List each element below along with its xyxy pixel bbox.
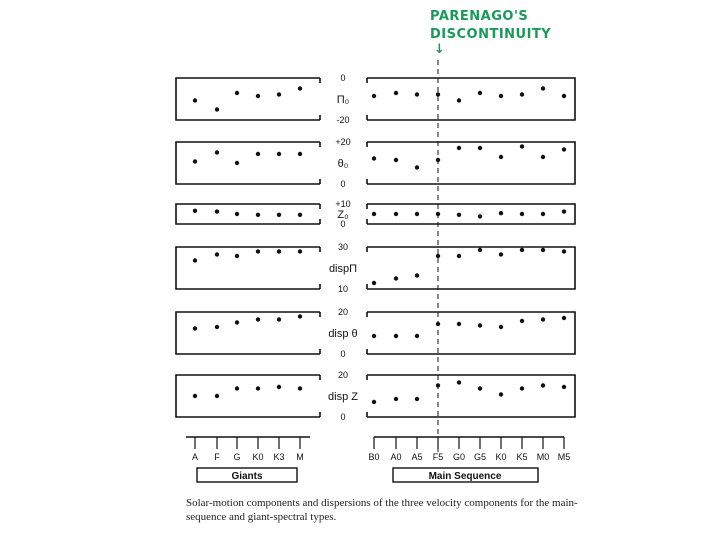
main-sequence-frame — [367, 78, 575, 120]
panel-label: disp θ — [328, 328, 358, 340]
main-sequence-point — [499, 325, 503, 329]
main-sequence-tick-label: K5 — [516, 452, 528, 462]
main-sequence-point — [520, 92, 524, 96]
giants-point — [256, 152, 260, 156]
main-sequence-point — [372, 281, 376, 285]
giants-point — [277, 317, 281, 321]
giants-point — [215, 150, 219, 154]
main-sequence-point — [415, 397, 419, 401]
giants-point — [215, 394, 219, 398]
y-tick-label: +10 — [335, 199, 351, 209]
main-sequence-point — [394, 334, 398, 338]
giants-point — [235, 320, 239, 324]
y-tick-label: 0 — [340, 179, 346, 189]
main-sequence-point — [457, 146, 461, 150]
main-sequence-point — [562, 94, 566, 98]
main-sequence-tick-label: F5 — [432, 452, 444, 462]
main-sequence-point — [541, 155, 545, 159]
main-sequence-point — [394, 212, 398, 216]
main-sequence-point — [415, 273, 419, 277]
panel-label: Z₀ — [337, 209, 349, 221]
giants-point — [235, 161, 239, 165]
main-sequence-point — [436, 254, 440, 258]
giants-point — [277, 385, 281, 389]
main-sequence-point — [541, 86, 545, 90]
giants-point — [193, 258, 197, 262]
giants-point — [277, 152, 281, 156]
giants-point — [256, 94, 260, 98]
main-sequence-frame — [367, 247, 575, 289]
annotation-line-2: DISCONTINUITY — [430, 27, 552, 42]
giants-point — [298, 152, 302, 156]
giants-point — [235, 91, 239, 95]
main-sequence-point — [457, 322, 461, 326]
giants-point — [193, 159, 197, 163]
main-sequence-point — [415, 212, 419, 216]
main-sequence-point — [415, 92, 419, 96]
giants-point — [298, 314, 302, 318]
main-sequence-point — [394, 276, 398, 280]
main-sequence-point — [394, 158, 398, 162]
y-tick-label: 0 — [340, 73, 346, 83]
giants-tick-label: G — [233, 452, 241, 462]
giants-tick-label: M — [296, 452, 304, 462]
giants-tick-label: F — [214, 452, 220, 462]
main-sequence-point — [541, 317, 545, 321]
main-sequence-point — [478, 248, 482, 252]
giants-point — [215, 325, 219, 329]
giants-group-label: Giants — [231, 471, 263, 482]
giants-frame — [176, 247, 320, 289]
main-sequence-tick-label: G0 — [452, 452, 466, 462]
discontinuity-annotation — [430, 8, 551, 56]
panel-label: θ₀ — [337, 158, 349, 170]
giants-point — [256, 249, 260, 253]
giants-point — [235, 386, 239, 390]
giants-point — [298, 249, 302, 253]
y-tick-label: 20 — [337, 307, 349, 317]
giants-point — [235, 254, 239, 258]
main-sequence-tick-label: M0 — [536, 452, 550, 462]
main-sequence-frame — [367, 375, 575, 417]
main-sequence-point — [478, 91, 482, 95]
y-tick-label: 20 — [337, 370, 349, 380]
main-sequence-point — [478, 323, 482, 327]
main-sequence-point — [520, 319, 524, 323]
main-sequence-point — [457, 98, 461, 102]
main-sequence-point — [562, 147, 566, 151]
main-sequence-point — [394, 397, 398, 401]
giants-frame — [176, 375, 320, 417]
giants-point — [235, 212, 239, 216]
giants-point — [193, 394, 197, 398]
main-sequence-point — [478, 214, 482, 218]
main-sequence-tick-label: A0 — [390, 452, 402, 462]
main-sequence-point — [499, 392, 503, 396]
down-arrow-icon: ↓ — [434, 42, 446, 57]
giants-point — [298, 86, 302, 90]
giants-frame — [176, 312, 320, 354]
y-tick-label: -20 — [336, 115, 350, 125]
main-sequence-point — [457, 380, 461, 384]
main-sequence-point — [562, 316, 566, 320]
main-sequence-point — [457, 254, 461, 258]
main-sequence-point — [372, 212, 376, 216]
main-sequence-tick-label: K0 — [495, 452, 507, 462]
main-sequence-point — [499, 252, 503, 256]
main-sequence-tick-label: A5 — [411, 452, 423, 462]
giants-point — [215, 107, 219, 111]
giants-point — [256, 213, 260, 217]
giants-frame — [176, 78, 320, 120]
main-sequence-point — [372, 400, 376, 404]
main-sequence-point — [541, 248, 545, 252]
main-sequence-frame — [367, 142, 575, 184]
panel-label: disp Z — [328, 391, 358, 403]
main-sequence-point — [478, 146, 482, 150]
giants-point — [215, 209, 219, 213]
y-tick-label: 30 — [337, 242, 349, 252]
main-sequence-point — [372, 94, 376, 98]
figure-caption: Solar-motion components and dispersions of the three velocity components for the main-sequence and giant-spectral types. — [186, 497, 578, 523]
giants-point — [193, 326, 197, 330]
y-tick-label: 0 — [340, 219, 346, 229]
main-sequence-point — [372, 156, 376, 160]
main-sequence-point — [541, 383, 545, 387]
main-sequence-point — [415, 334, 419, 338]
main-sequence-tick-label: B0 — [368, 452, 380, 462]
main-sequence-point — [520, 248, 524, 252]
giants-point — [277, 213, 281, 217]
giants-point — [215, 252, 219, 256]
main-sequence-point — [562, 385, 566, 389]
panel-label: Π₀ — [336, 94, 350, 106]
main-sequence-point — [520, 144, 524, 148]
giants-point — [256, 317, 260, 321]
main-sequence-point — [520, 386, 524, 390]
main-sequence-point — [520, 212, 524, 216]
giants-point — [298, 386, 302, 390]
main-sequence-point — [499, 94, 503, 98]
giants-point — [193, 209, 197, 213]
main-sequence-point — [541, 212, 545, 216]
panel-label: dispΠ — [328, 263, 358, 275]
giants-point — [193, 98, 197, 102]
main-sequence-point — [415, 165, 419, 169]
annotation-line-1: PARENAGO'S — [430, 9, 529, 24]
main-sequence-point — [562, 209, 566, 213]
y-tick-label: 10 — [337, 284, 349, 294]
main-sequence-point — [394, 91, 398, 95]
main-sequence-point — [457, 213, 461, 217]
y-tick-label: 0 — [340, 412, 346, 422]
giants-tick-label: K0 — [252, 452, 264, 462]
main-sequence-point — [499, 155, 503, 159]
main-sequence-group-label: Main Sequence — [428, 471, 502, 482]
main-sequence-point — [372, 334, 376, 338]
main-sequence-tick-label: M5 — [557, 452, 571, 462]
giants-tick-label: K3 — [273, 452, 285, 462]
giants-point — [298, 213, 302, 217]
main-sequence-point — [478, 386, 482, 390]
giants-frame — [176, 142, 320, 184]
giants-point — [256, 386, 260, 390]
y-tick-label: 0 — [340, 349, 346, 359]
giants-point — [277, 249, 281, 253]
main-sequence-tick-label: G5 — [473, 452, 487, 462]
giants-tick-label: A — [191, 452, 199, 462]
giants-point — [277, 92, 281, 96]
main-sequence-point — [499, 211, 503, 215]
y-tick-label: +20 — [335, 137, 351, 147]
main-sequence-point — [562, 249, 566, 253]
